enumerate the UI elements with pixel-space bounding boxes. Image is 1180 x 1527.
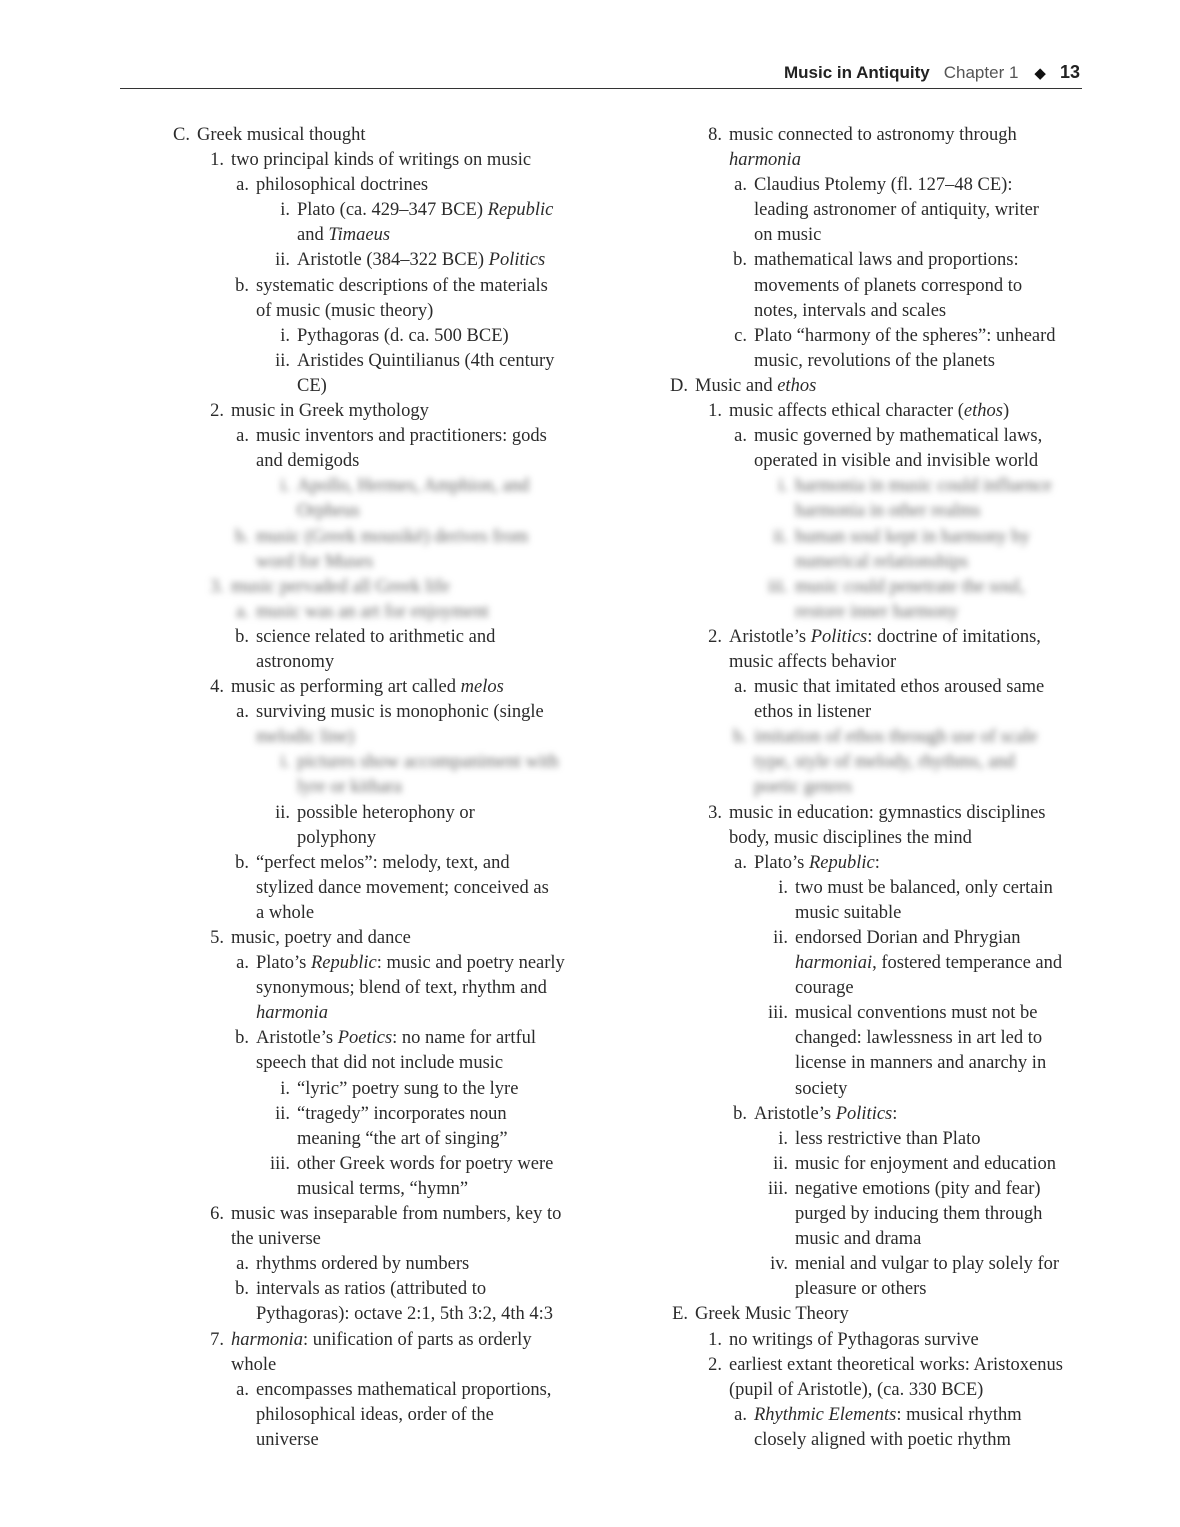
outline-text: restore inner harmony (795, 601, 959, 622)
outline-line (170, 750, 600, 775)
outline-line (170, 525, 600, 550)
outline-line (668, 1252, 1088, 1277)
outline-text: “lyric” poetry sung to the lyre (297, 1078, 519, 1099)
outline-line (668, 223, 1088, 248)
outline-line (170, 675, 600, 700)
outline-text: synonymous; blend of text, rhythm and (256, 978, 547, 999)
outline-line (170, 148, 600, 173)
outline-text: music was an art for enjoyment (256, 601, 489, 622)
outline-text: two must be balanced, only certain (795, 877, 1053, 898)
outline-text: movements of planets correspond to (754, 275, 1023, 296)
outline-text: of music (music theory) (256, 300, 434, 321)
outline-text: philosophical ideas, order of the (256, 1404, 494, 1425)
outline-line (668, 123, 1088, 148)
outline-marker: b. (235, 626, 249, 647)
outline-line (170, 951, 600, 976)
outline-text: society (795, 1078, 848, 1099)
outline-line (668, 625, 1088, 650)
outline-line (668, 349, 1088, 374)
outline-line (668, 474, 1088, 499)
outline-line (668, 775, 1088, 800)
outline-marker: i. (280, 476, 290, 497)
outline-line (668, 675, 1088, 700)
outline-text: CE) (297, 375, 327, 396)
outline-marker: 8. (708, 125, 722, 145)
outline-text: leading astronomer of antiquity, writer (754, 200, 1039, 221)
outline-marker: i. (280, 200, 290, 221)
outline-marker: a. (236, 953, 249, 974)
outline-line (668, 499, 1088, 524)
outline-text: music affects ethical character (ethos) (729, 401, 1010, 422)
outline-text: music, revolutions of the planets (754, 350, 995, 371)
outline-text: melodic line) (256, 727, 355, 748)
outline-text: Greek musical thought (197, 125, 366, 145)
outline-line (668, 1277, 1088, 1302)
outline-marker: ii. (275, 350, 290, 371)
outline-line (668, 926, 1088, 951)
outline-line (668, 1001, 1088, 1026)
outline-line (170, 926, 600, 951)
outline-text: music governed by mathematical laws, (754, 426, 1043, 447)
outline-line (668, 198, 1088, 223)
outline-text: whole (231, 1354, 277, 1375)
outline-line (668, 951, 1088, 976)
outline-text: science related to arithmetic and (256, 626, 496, 647)
outline-text: harmonia (729, 150, 801, 171)
outline-text: Plato “harmony of the spheres”: unheard (754, 325, 1056, 346)
outline-line (668, 424, 1088, 449)
outline-line (170, 1152, 600, 1177)
outline-text: music for enjoyment and education (795, 1153, 1056, 1174)
outline-line (170, 725, 600, 750)
outline-marker: iii. (767, 576, 788, 597)
outline-text: body, music disciplines the mind (729, 827, 972, 848)
outline-marker: a. (734, 426, 747, 447)
outline-text: the universe (231, 1229, 321, 1250)
running-header (120, 60, 1082, 89)
outline-marker: D. (670, 375, 688, 396)
outline-marker: a. (236, 426, 249, 447)
outline-marker: ii. (773, 1153, 788, 1174)
outline-text: music in Greek mythology (231, 401, 429, 422)
outline-line (668, 826, 1088, 851)
outline-marker: b. (235, 275, 249, 296)
outline-text: systematic descriptions of the materials (256, 275, 548, 296)
outline-marker: b. (235, 1279, 249, 1300)
outline-text: music inventors and practitioners: gods (256, 426, 547, 447)
outline-line (668, 1302, 1088, 1327)
outline-line (668, 575, 1088, 600)
outline-line (170, 1077, 600, 1102)
outline-line (170, 299, 600, 324)
outline-marker: b. (235, 526, 249, 547)
outline-text: less restrictive than Plato (795, 1128, 981, 1149)
outline-marker: 2. (708, 626, 722, 647)
outline-marker: a. (734, 175, 747, 196)
outline-line (668, 976, 1088, 1001)
outline-line (668, 550, 1088, 575)
outline-text: pleasure or others (795, 1279, 927, 1300)
outline-marker: ii. (275, 250, 290, 271)
outline-line (668, 876, 1088, 901)
outline-text: imitation of ethos through use of scale (754, 727, 1038, 748)
outline-marker: i. (280, 1078, 290, 1099)
outline-line (170, 575, 600, 600)
outline-text: changed: lawlessness in art led to (795, 1028, 1043, 1049)
outline-text: rhythms ordered by numbers (256, 1254, 470, 1275)
outline-text: music, poetry and dance (231, 928, 411, 948)
outline-marker: ii. (773, 526, 788, 547)
outline-line (668, 274, 1088, 299)
outline-marker: iii. (767, 1003, 788, 1024)
outline-line (170, 876, 600, 901)
outline-line (668, 1227, 1088, 1252)
outline-line (668, 1403, 1088, 1428)
outline-line (668, 525, 1088, 550)
outline-line (170, 274, 600, 299)
left-column (170, 123, 600, 1453)
outline-marker: b. (235, 1028, 249, 1049)
outline-text: Plato’s Republic: (754, 852, 880, 873)
outline-text: Music and ethos (695, 375, 817, 396)
outline-text: music could penetrate the soul, (795, 576, 1025, 597)
outline-line (170, 826, 600, 851)
outline-marker: b. (733, 1103, 747, 1124)
outline-text: poetic genres (754, 777, 853, 798)
outline-text: mathematical laws and proportions: (754, 250, 1019, 271)
outline-marker: ii. (275, 1103, 290, 1124)
outline-text: Aristides Quintilianus (4th century (297, 350, 555, 371)
outline-line (668, 449, 1088, 474)
outline-line (170, 600, 600, 625)
right-column (668, 123, 1088, 1453)
outline-text: purged by inducing them through (795, 1204, 1043, 1225)
outline-text: surviving music is monophonic (single (256, 702, 544, 723)
outline-text: Aristotle’s Politics: doctrine of imitations, (729, 626, 1041, 647)
outline-marker: b. (235, 852, 249, 873)
outline-text: Plato (ca. 429–347 BCE) Republic (297, 200, 554, 221)
outline-line (668, 374, 1088, 399)
outline-marker: E. (672, 1304, 688, 1325)
outline-text: music (Greek mousikē) derives from (256, 526, 529, 547)
outline-line (668, 1378, 1088, 1403)
outline-line (170, 1127, 600, 1152)
outline-text: harmoniai, fostered temperance and (795, 953, 1063, 974)
outline-line (170, 1026, 600, 1051)
outline-line (668, 851, 1088, 876)
outline-text: Rhythmic Elements: musical rhythm (754, 1404, 1022, 1425)
outline-line (170, 1328, 600, 1353)
outline-line (170, 851, 600, 876)
outline-text: two principal kinds of writings on music (231, 150, 532, 171)
outline-text: numerical relationships (795, 551, 969, 572)
outline-line (668, 750, 1088, 775)
outline-line (668, 1051, 1088, 1076)
outline-line (170, 1403, 600, 1428)
outline-line (170, 1177, 600, 1202)
outline-text: Claudius Ptolemy (fl. 127–48 CE): (754, 175, 1013, 196)
outline-text: meaning “the art of singing” (297, 1128, 508, 1149)
outline-line (170, 1102, 600, 1127)
outline-line (170, 223, 600, 248)
outline-line (668, 1152, 1088, 1177)
outline-text: music and drama (795, 1229, 922, 1250)
outline-text: pictures show accompaniment with (297, 752, 559, 773)
outline-text: Orpheus (297, 501, 360, 522)
header-title: Music in Antiquity (783, 63, 930, 82)
outline-line (170, 474, 600, 499)
outline-text: harmonia: unification of parts as orderly (231, 1329, 532, 1350)
outline-text: and Timaeus (297, 225, 391, 246)
outline-marker: i. (778, 476, 788, 497)
outline-marker: 1. (210, 150, 224, 171)
outline-line (170, 775, 600, 800)
outline-marker: ii. (275, 802, 290, 823)
outline-line (170, 449, 600, 474)
outline-text: Pythagoras (d. ca. 500 BCE) (297, 325, 509, 346)
outline-line (170, 1202, 600, 1227)
outline-marker: 1. (708, 1329, 722, 1350)
outline-marker: iii. (767, 1178, 788, 1199)
outline-marker: 3. (708, 802, 722, 823)
outline-line (668, 1177, 1088, 1202)
outline-line (170, 1353, 600, 1378)
outline-marker: 1. (708, 401, 722, 422)
outline-marker: 5. (210, 928, 224, 948)
outline-text: music was inseparable from numbers, key to (231, 1204, 562, 1225)
outline-text: “perfect melos”: melody, text, and (256, 852, 510, 873)
outline-line (170, 700, 600, 725)
outline-marker: a. (734, 1404, 747, 1425)
page-number: 13 (1059, 62, 1080, 82)
outline-text: operated in visible and invisible world (754, 451, 1039, 472)
outline-text: courage (795, 978, 854, 999)
outline-marker: i. (778, 1128, 788, 1149)
outline-text: Greek Music Theory (695, 1304, 849, 1325)
diamond-icon: ◆ (1034, 65, 1046, 82)
outline-line (668, 1202, 1088, 1227)
outline-line (170, 123, 600, 148)
outline-text: music connected to astronomy through (729, 125, 1017, 145)
outline-line (170, 650, 600, 675)
outline-text: Apollo, Hermes, Amphion, and (297, 476, 530, 497)
outline-marker: a. (236, 1379, 249, 1400)
outline-marker: 2. (708, 1354, 722, 1375)
outline-marker: iii. (269, 1153, 290, 1174)
outline-text: music pervaded all Greek life (231, 576, 450, 597)
outline-text: music suitable (795, 902, 902, 923)
outline-line (170, 198, 600, 223)
outline-line (170, 349, 600, 374)
outline-marker: i. (280, 752, 290, 773)
outline-line (170, 1252, 600, 1277)
outline-line (170, 324, 600, 349)
outline-line (668, 1428, 1088, 1453)
outline-line (170, 1302, 600, 1327)
outline-line (170, 1227, 600, 1252)
outline-line (170, 1001, 600, 1026)
outline-line (170, 1277, 600, 1302)
outline-line (170, 801, 600, 826)
outline-text: Plato’s Republic: music and poetry nearly (256, 953, 565, 974)
outline-text: intervals as ratios (attributed to (256, 1279, 487, 1300)
outline-marker: C. (173, 125, 190, 145)
outline-text: astronomy (256, 651, 335, 672)
outline-text: earliest extant theoretical works: Aristoxenus (729, 1354, 1063, 1375)
outline-line (170, 399, 600, 424)
outline-line (668, 324, 1088, 349)
outline-line (170, 248, 600, 273)
outline-text: music that imitated ethos aroused same (754, 677, 1045, 698)
outline-marker: a. (236, 702, 249, 723)
outline-marker: 4. (210, 677, 224, 698)
outline-line (170, 1428, 600, 1453)
outline-line (668, 600, 1088, 625)
outline-marker: i. (778, 877, 788, 898)
outline-text: harmonia in other realms (795, 501, 981, 522)
outline-text: Aristotle’s Poetics: no name for artful (256, 1028, 537, 1049)
outline-marker: 6. (210, 1204, 224, 1225)
outline-text: music as performing art called melos (231, 677, 504, 698)
outline-line (668, 148, 1088, 173)
outline-text: harmonia (256, 1003, 328, 1024)
outline-text: a whole (256, 902, 315, 923)
outline-text: human soul kept in harmony by (795, 526, 1030, 547)
outline-line (170, 1051, 600, 1076)
outline-line (668, 299, 1088, 324)
outline-text: lyre or kithara (297, 777, 402, 798)
outline-text: word for Muses (256, 551, 374, 572)
outline-line (668, 725, 1088, 750)
outline-line (668, 1026, 1088, 1051)
outline-marker: b. (733, 727, 747, 748)
outline-text: ethos in listener (754, 702, 872, 723)
outline-text: encompasses mathematical proportions, (256, 1379, 552, 1400)
outline-marker: i. (280, 325, 290, 346)
outline-text: musical conventions must not be (795, 1003, 1038, 1024)
outline-line (668, 173, 1088, 198)
outline-line (668, 1102, 1088, 1127)
outline-line (668, 1353, 1088, 1378)
outline-text: and demigods (256, 451, 360, 472)
outline-marker: a. (734, 852, 747, 873)
outline-line (170, 424, 600, 449)
outline-text: type, style of melody, rhythms, and (754, 752, 1015, 773)
outline-text: polyphony (297, 827, 377, 848)
outline-text: stylized dance movement; conceived as (256, 877, 549, 898)
outline-text: harmonia in music could influence (795, 476, 1052, 497)
outline-line (668, 1328, 1088, 1353)
outline-line (170, 499, 600, 524)
outline-marker: a. (236, 1254, 249, 1275)
outline-marker: iv. (770, 1254, 788, 1275)
outline-marker: 7. (210, 1329, 224, 1350)
outline-line (668, 248, 1088, 273)
outline-text: musical terms, “hymn” (297, 1178, 469, 1199)
outline-text: Aristotle’s Politics: (754, 1103, 898, 1124)
header-chapter: Chapter 1 (943, 63, 1019, 82)
outline-line (170, 374, 600, 399)
outline-text: (pupil of Aristotle), (ca. 330 BCE) (729, 1379, 984, 1400)
outline-line (170, 173, 600, 198)
outline-marker: ii. (773, 928, 788, 948)
outline-text: music affects behavior (729, 651, 897, 672)
outline-line (668, 1127, 1088, 1152)
outline-text: negative emotions (pity and fear) (795, 1178, 1041, 1199)
outline-text: philosophical doctrines (256, 175, 429, 196)
outline-line (170, 1378, 600, 1403)
outline-marker: b. (733, 250, 747, 271)
outline-text: notes, intervals and scales (754, 300, 947, 321)
outline-marker: a. (236, 175, 249, 196)
outline-text: on music (754, 225, 822, 246)
outline-marker: c. (734, 325, 747, 346)
outline-line (170, 550, 600, 575)
outline-text: license in manners and anarchy in (795, 1053, 1047, 1074)
outline-text: Pythagoras): octave 2:1, 5th 3:2, 4th 4:3 (256, 1304, 553, 1325)
outline-text: Aristotle (384–322 BCE) Politics (297, 250, 546, 271)
outline-text: universe (256, 1429, 319, 1450)
outline-text: possible heterophony or (297, 802, 475, 823)
outline-text: “tragedy” incorporates noun (297, 1103, 507, 1124)
outline-line (668, 650, 1088, 675)
outline-line (668, 901, 1088, 926)
outline-text: other Greek words for poetry were (297, 1153, 554, 1174)
outline-text: closely aligned with poetic rhythm (754, 1429, 1011, 1450)
outline-marker: 3. (210, 576, 224, 597)
outline-line (668, 399, 1088, 424)
outline-text: speech that did not include music (256, 1053, 504, 1074)
outline-text: no writings of Pythagoras survive (729, 1329, 979, 1350)
outline-marker: a. (734, 677, 747, 698)
outline-line (668, 1077, 1088, 1102)
outline-line (170, 625, 600, 650)
outline-text: endorsed Dorian and Phrygian (795, 928, 1021, 948)
outline-line (170, 976, 600, 1001)
outline-text: menial and vulgar to play solely for (795, 1254, 1060, 1275)
outline-line (668, 700, 1088, 725)
outline-text: music in education: gymnastics disciplines (729, 802, 1046, 823)
outline-line (170, 901, 600, 926)
outline-marker: 2. (210, 401, 224, 422)
outline-marker: a. (236, 601, 249, 622)
header-text (784, 62, 1080, 83)
outline-line (668, 801, 1088, 826)
